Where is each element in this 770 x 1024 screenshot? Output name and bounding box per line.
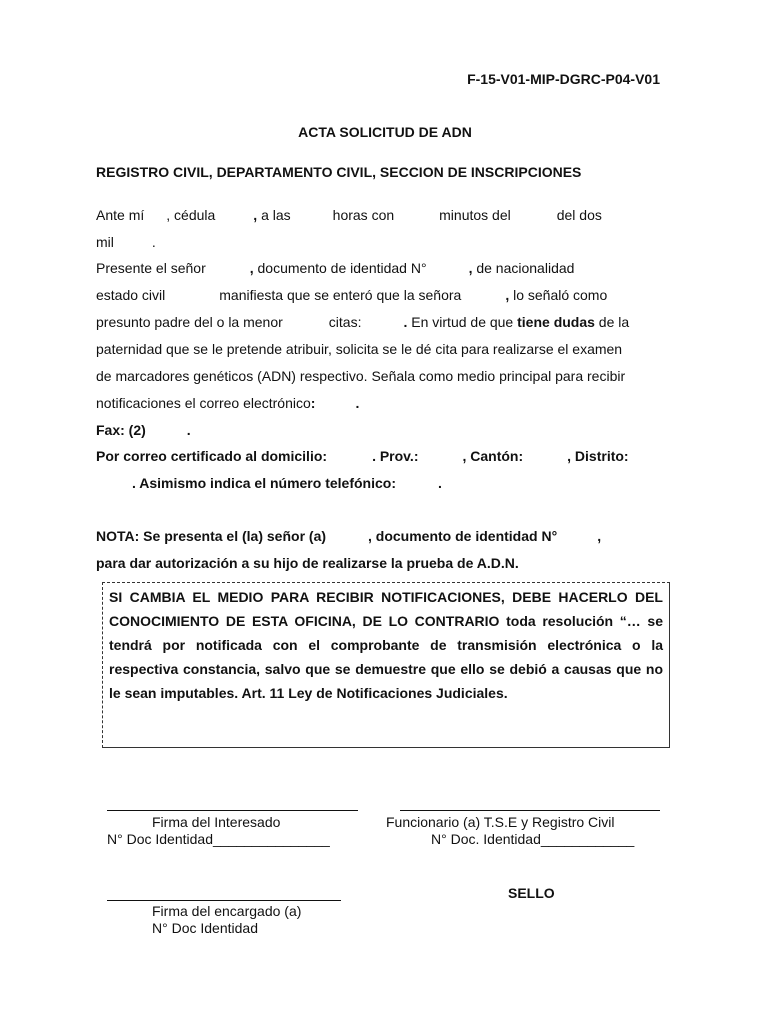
text: mil — [96, 234, 114, 250]
text: , — [505, 287, 510, 303]
text: , cédula — [166, 207, 216, 223]
text: del dos — [556, 207, 602, 223]
text: Presente el señor — [96, 260, 206, 276]
encargado-label: Firma del encargado (a) — [152, 903, 302, 919]
signature-line-encargado — [107, 900, 341, 901]
text: , — [253, 207, 258, 223]
text: Por correo certificado al domicilio: — [96, 448, 328, 464]
body-line-7: de marcadores genéticos (ADN) respectivo. Señala como medio principal para recibir — [96, 368, 626, 384]
funcionario-label: Funcionario (a) T.S.E y Registro Civil — [386, 814, 615, 830]
document-subtitle: REGISTRO CIVIL, DEPARTAMENTO CIVIL, SECCION DE INSCRIPCIONES — [96, 164, 582, 180]
text: notificaciones el correo electrónico — [96, 395, 311, 411]
notice-box — [102, 582, 670, 748]
body-line-3 — [96, 260, 574, 276]
text: manifiesta que se enteró que la señora — [219, 287, 462, 303]
text: a las — [257, 207, 291, 223]
interesado-label: Firma del Interesado — [152, 814, 281, 830]
text: . Asimismo indica el número telefónico: — [132, 475, 396, 491]
body-line-4 — [96, 287, 607, 303]
nota-line-1 — [96, 528, 601, 544]
text: de la — [594, 314, 630, 330]
text: minutos del — [439, 207, 511, 223]
text: horas con — [332, 207, 395, 223]
text: presunto padre del o la menor — [96, 314, 283, 330]
text: documento de identidad N° — [253, 260, 427, 276]
text: . — [403, 314, 408, 330]
text: , — [597, 528, 602, 544]
body-line-2 — [96, 234, 156, 250]
text: , — [249, 260, 254, 276]
document-title: ACTA SOLICITUD DE ADN — [298, 124, 472, 140]
text: , Cantón: — [462, 448, 524, 464]
form-code: F-15-V01-MIP-DGRC-P04-V01 — [467, 71, 660, 87]
body-line-1 — [96, 207, 602, 223]
text: : — [310, 395, 316, 411]
signature-line-interesado — [107, 810, 358, 811]
text: , — [468, 260, 473, 276]
body-line-11 — [132, 475, 442, 491]
text: Ante mí — [96, 207, 145, 223]
text: citas: — [328, 314, 362, 330]
text: NOTA: Se presenta el (la) señor (a) — [96, 528, 327, 544]
body-line-10 — [96, 448, 629, 464]
text: . Prov.: — [372, 448, 419, 464]
text: estado civil — [96, 287, 166, 303]
encargado-doc: N° Doc Identidad — [152, 920, 258, 936]
text: tiene dudas — [517, 314, 595, 330]
text: Fax: (2) — [96, 422, 146, 438]
sello-label: SELLO — [508, 885, 555, 901]
body-line-5 — [96, 314, 629, 330]
funcionario-doc: N° Doc. Identidad____________ — [431, 831, 635, 847]
body-line-6: paternidad que se le pretende atribuir, solicita se le dé cita para realizarse el examen — [96, 341, 623, 357]
text: . — [355, 395, 360, 411]
text: . — [186, 422, 191, 438]
text: En virtud de que — [407, 314, 518, 330]
notice-text: SI CAMBIA EL MEDIO PARA RECIBIR NOTIFICACIONES, DEBE HACERLO DEL CONOCIMIENTO DE ESTA OFICINA, DE LO CONTRARIO toda resolución “… se tendrá por notificada con el comprobante de transmisión electrónica o la respectiva constancia, salvo que se demuestre que ello se debió a causas que no le sean imputables. Art. 11 Ley de Notificaciones Judiciales. — [109, 589, 663, 701]
text: de nacionalidad — [472, 260, 575, 276]
text: , Distrito: — [567, 448, 629, 464]
body-line-9 — [96, 422, 191, 438]
text: . — [151, 234, 156, 250]
nota-line-2: para dar autorización a su hijo de realizarse la prueba de A.D.N. — [96, 555, 519, 571]
text: . — [437, 475, 442, 491]
interesado-doc: N° Doc Identidad_______________ — [107, 831, 330, 847]
text: , documento de identidad N° — [368, 528, 558, 544]
signature-line-funcionario — [400, 810, 660, 811]
body-line-8 — [96, 395, 359, 411]
text: lo señaló como — [509, 287, 608, 303]
